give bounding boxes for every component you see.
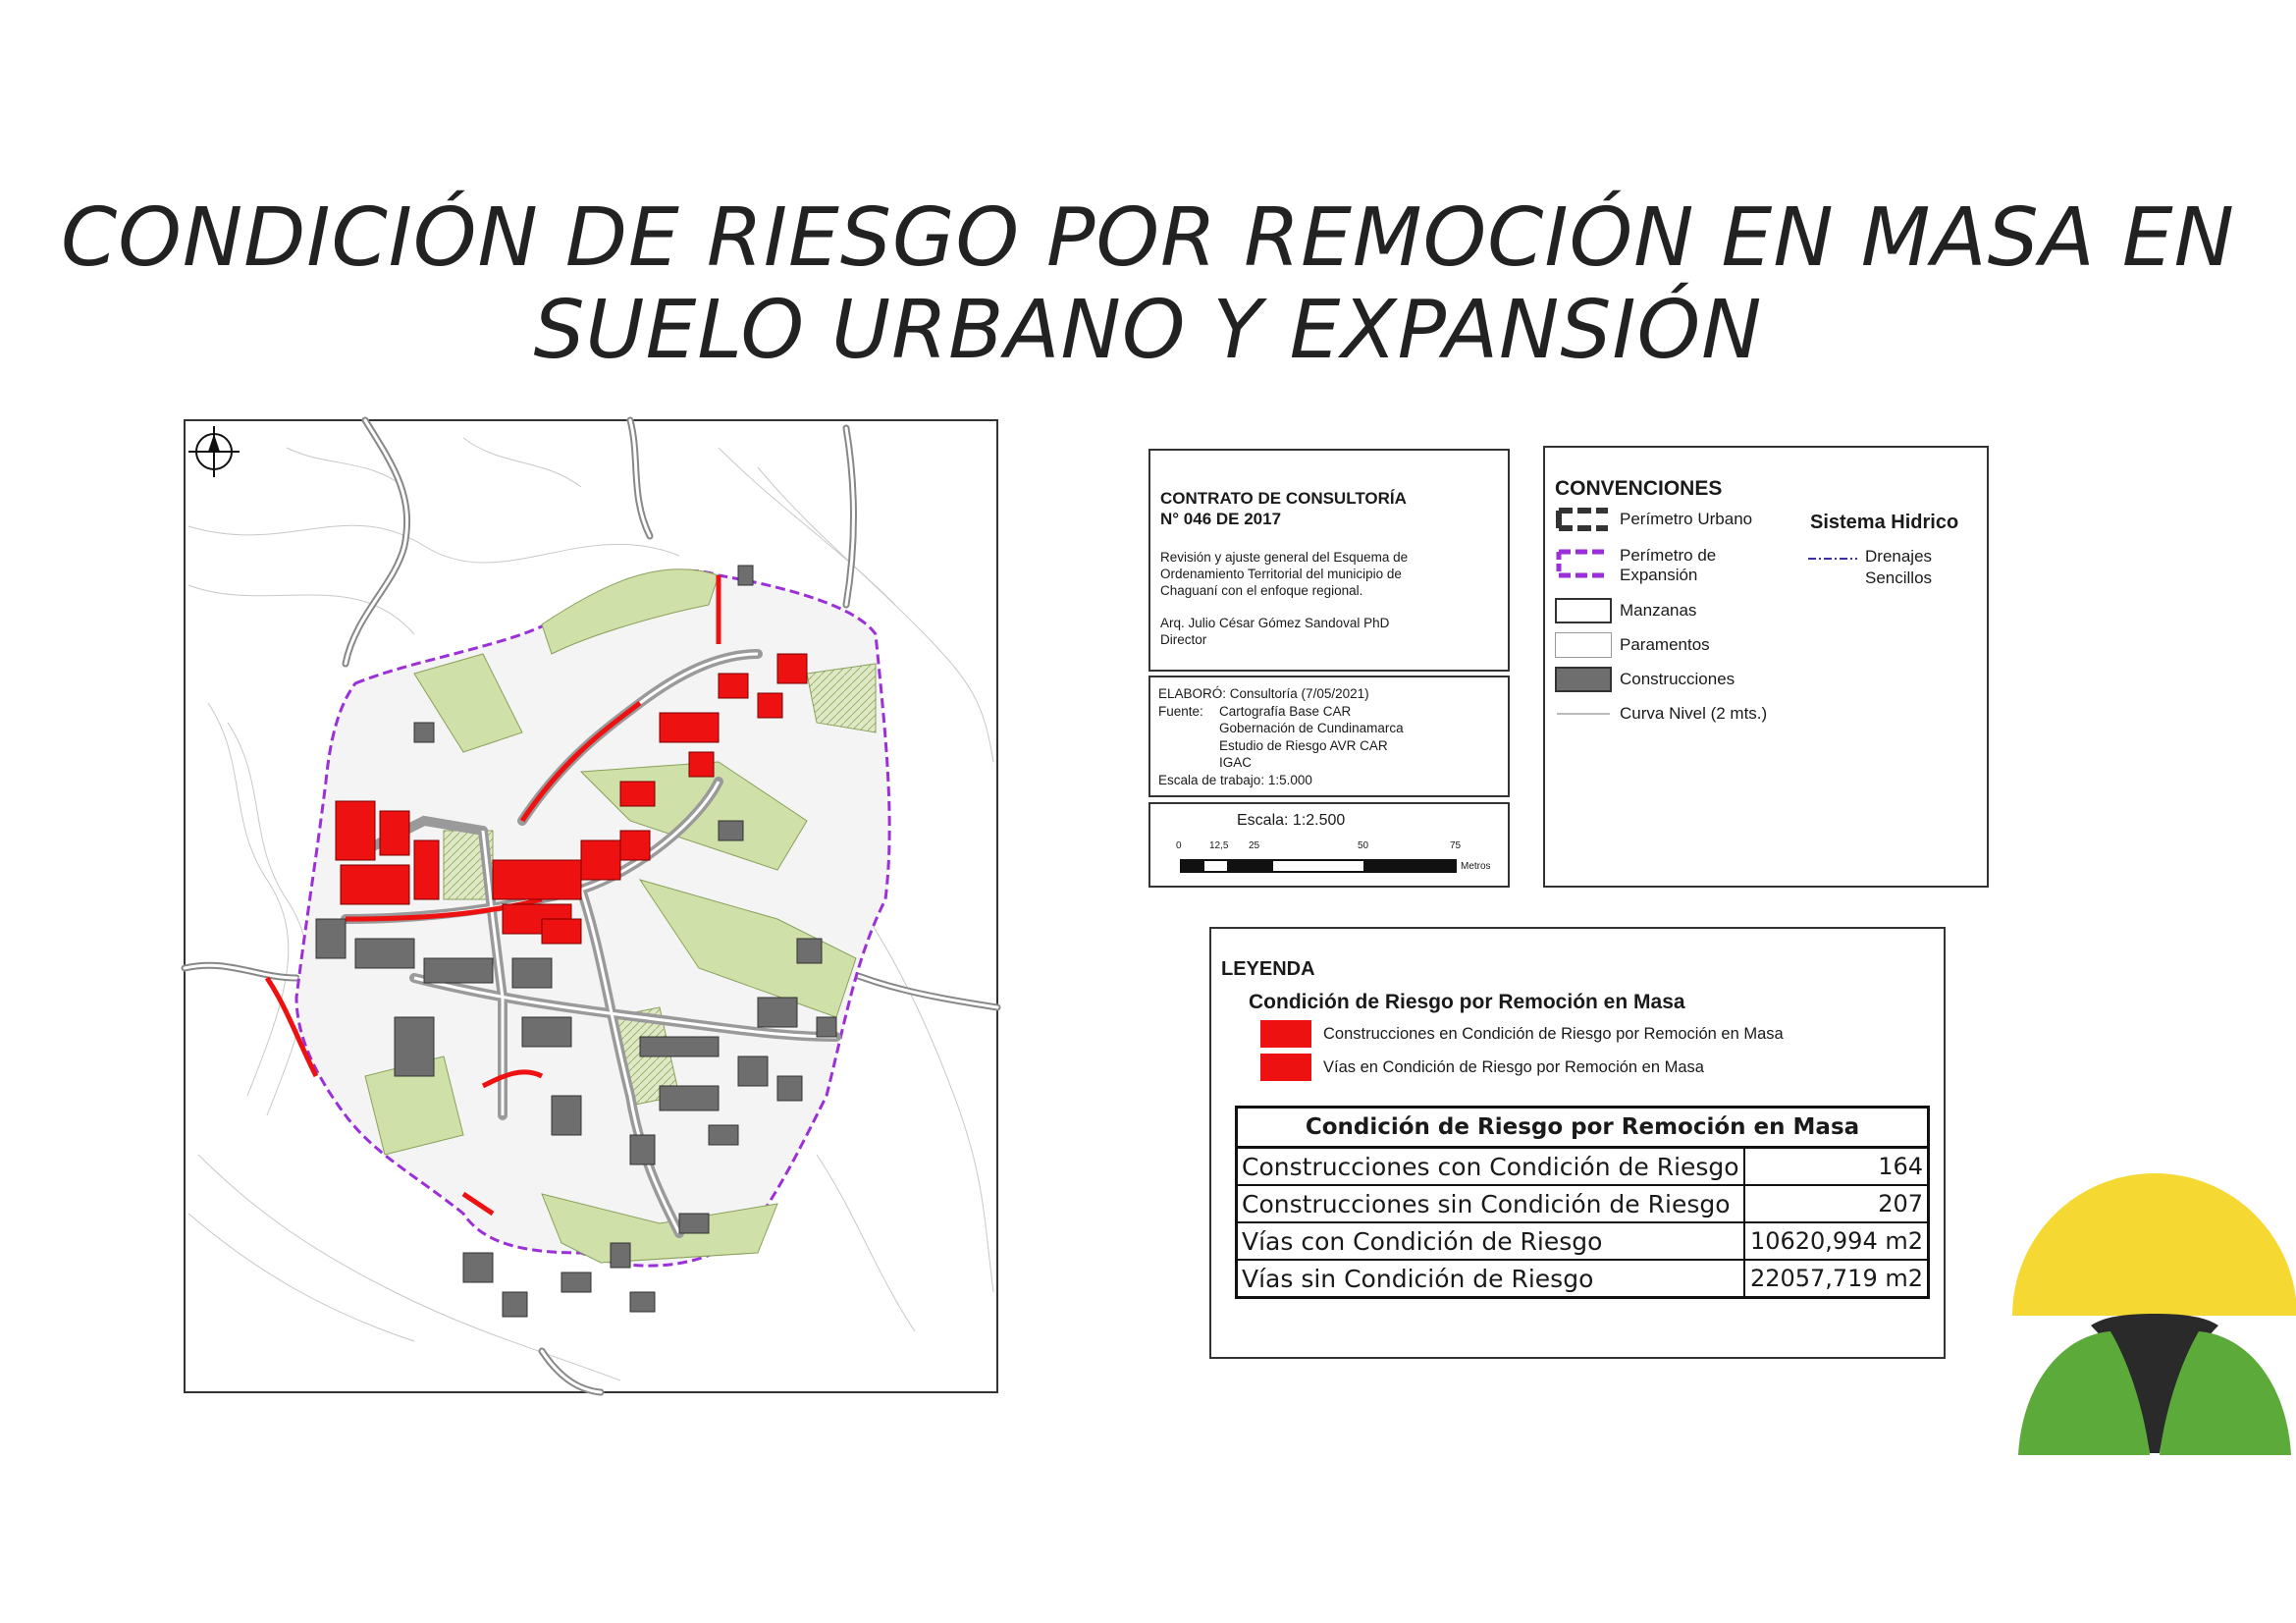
credits-work-scale: Escala de trabajo: 1:5.000 xyxy=(1158,772,1312,787)
title-line-2: SUELO URBANO Y EXPANSIÓN xyxy=(533,284,1763,377)
conv-label xyxy=(1620,546,1716,585)
title-line-1: CONDICIÓN DE RIESGO POR REMOCIÓN EN MASA EN xyxy=(61,191,2235,285)
credits-source-2: Gobernación de Cundinamarca xyxy=(1219,721,1404,735)
map-drawing xyxy=(169,408,1019,1406)
risk-buildings-swatch-icon xyxy=(1260,1020,1311,1048)
table-row xyxy=(1237,1148,1929,1186)
conv-blocks xyxy=(1555,598,1696,623)
organization-logo xyxy=(2012,1168,2296,1468)
facades-swatch-icon xyxy=(1555,632,1612,658)
credits-source-4: IGAC xyxy=(1219,755,1253,770)
contract-desc-1: Revisión y ajuste general del Esquema de xyxy=(1160,550,1409,565)
legend-subheading: Condición de Riesgo por Remoción en Masa xyxy=(1249,991,1685,1013)
expansion-perimeter-swatch-icon xyxy=(1555,546,1612,581)
scale-bar xyxy=(1180,859,1457,873)
conv-urban-perimeter xyxy=(1555,507,1752,532)
urban-perimeter-swatch-icon xyxy=(1555,507,1612,532)
conventions-box xyxy=(1543,446,1989,888)
risk-map xyxy=(169,408,1019,1406)
credits-source-3: Estudio de Riesgo AVR CAR xyxy=(1219,737,1388,753)
scale-box xyxy=(1148,802,1510,888)
legend-item-label: Vías en Condición de Riesgo por Remoción en Masa xyxy=(1323,1057,1704,1076)
hydro-drainage xyxy=(1808,546,1932,589)
conv-facades xyxy=(1555,632,1710,658)
scale-unit: Metros xyxy=(1461,861,1491,872)
legend-heading: LEYENDA xyxy=(1221,958,1315,980)
contract-author-block xyxy=(1160,615,1498,648)
table-cell-value: 207 xyxy=(1744,1185,1929,1222)
contract-desc-2: Ordenamiento Territorial del municipio de xyxy=(1160,567,1402,581)
conv-contours xyxy=(1555,701,1767,727)
table-cell-value: 164 xyxy=(1744,1148,1929,1186)
conv-label: Perímetro Urbano xyxy=(1620,510,1753,528)
legend-item-buildings xyxy=(1260,1020,1944,1048)
legend-item-label: Construcciones en Condición de Riesgo por Remoción en Masa xyxy=(1323,1024,1784,1043)
contract-heading-2: N° 046 DE 2017 xyxy=(1160,510,1282,528)
contract-box xyxy=(1148,449,1510,672)
blocks-swatch-icon xyxy=(1555,598,1612,623)
conv-label-line-2: Expansión xyxy=(1620,566,1698,584)
legend-box xyxy=(1209,927,1946,1359)
contract-desc-3: Chaguaní con el enfoque regional. xyxy=(1160,583,1363,598)
credits-elaboro: ELABORÓ: Consultoría (7/05/2021) xyxy=(1158,686,1369,701)
scale-tick-1: 12,5 xyxy=(1209,840,1229,851)
scale-tick-0: 0 xyxy=(1176,840,1182,851)
scale-tick-4: 75 xyxy=(1450,840,1462,851)
table-cell-label: Construcciones sin Condición de Riesgo xyxy=(1237,1185,1744,1222)
conventions-heading: CONVENCIONES xyxy=(1555,477,1723,500)
contract-role: Director xyxy=(1160,632,1207,647)
legend-item-roads xyxy=(1260,1054,1944,1081)
contract-heading-1: CONTRATO DE CONSULTORÍA xyxy=(1160,489,1407,508)
scale-tick-2: 25 xyxy=(1249,840,1260,851)
table-row xyxy=(1237,1222,1929,1260)
buildings-swatch-icon xyxy=(1555,667,1612,692)
scale-label: Escala: 1:2.500 xyxy=(1237,812,1346,829)
table-cell-value: 10620,994 m2 xyxy=(1744,1222,1929,1260)
table-header: Condición de Riesgo por Remoción en Masa xyxy=(1237,1108,1929,1148)
table-cell-label: Vías con Condición de Riesgo xyxy=(1237,1222,1744,1260)
hydro-item-line-1: Drenajes xyxy=(1865,547,1933,566)
risk-summary-table xyxy=(1235,1106,1930,1299)
credits-source-label: Fuente: xyxy=(1158,703,1203,719)
table-row xyxy=(1237,1260,1929,1298)
conv-label: Paramentos xyxy=(1620,635,1710,654)
hydro-heading: Sistema Hidrico xyxy=(1810,512,1959,533)
table-cell-value: 22057,719 m2 xyxy=(1744,1260,1929,1298)
table-row xyxy=(1237,1185,1929,1222)
risk-roads-swatch-icon xyxy=(1260,1054,1311,1081)
conv-label-line-1: Perímetro de xyxy=(1620,546,1717,565)
table-cell-label: Vías sin Condición de Riesgo xyxy=(1237,1260,1744,1298)
conv-label: Construcciones xyxy=(1620,670,1735,688)
conv-label: Curva Nivel (2 mts.) xyxy=(1620,704,1768,723)
conv-label: Manzanas xyxy=(1620,601,1697,620)
table-cell-label: Construcciones con Condición de Riesgo xyxy=(1237,1148,1744,1186)
credits-box xyxy=(1148,676,1510,797)
scale-tick-3: 50 xyxy=(1358,840,1369,851)
hydro-item-line-2: Sencillos xyxy=(1865,568,1933,587)
drainage-line-icon xyxy=(1808,556,1857,562)
contour-swatch-icon xyxy=(1555,701,1612,727)
contract-author: Arq. Julio César Gómez Sandoval PhD xyxy=(1160,616,1390,630)
credits-source-row xyxy=(1158,703,1500,721)
page-title xyxy=(0,192,2296,377)
logo-emblem-icon xyxy=(2012,1168,2296,1463)
conv-buildings xyxy=(1555,667,1735,692)
conv-expansion-perimeter xyxy=(1555,546,1716,585)
credits-source-1: Cartografía Base CAR xyxy=(1219,703,1352,719)
contract-description xyxy=(1160,549,1498,599)
